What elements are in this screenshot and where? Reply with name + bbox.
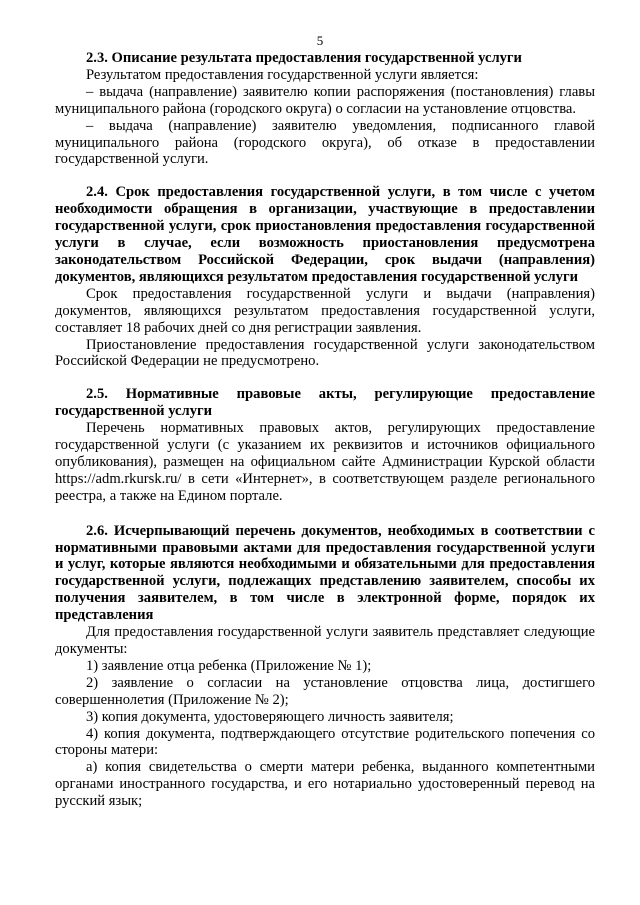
section-heading: 2.3. Описание результата предоставления государственной услуги	[86, 50, 522, 66]
paragraph: Перечень нормативных правовых актов, регулирующих предоставление государственной услуги (с указанием их реквизитов и источников официального опубликования), размещен на официальном сайте Администрации Курской области https://adm.rkursk.ru/ в сети «Интернет», в соответствующем разделе регионального реестра, а также на Едином портале.	[55, 420, 595, 504]
list-item: 2) заявление о согласии на установление отцовства лица, достигшего совершеннолетия (Приложение № 2);	[55, 674, 595, 708]
section-2-3	[55, 50, 595, 168]
paragraph: Для предоставления государственной услуги заявитель представляет следующие документы:	[55, 624, 595, 657]
section-2-5	[55, 386, 595, 504]
section-heading: 2.6. Исчерпывающий перечень документов, необходимых в соответствии с нормативными правовыми актами для предоставления государственной услуги и услуг, которые являются необходимыми и обязательными для предоставления государственной услуги, подлежащих представлению заявителем, способы их получения заявителем, в том числе в электронной форме, порядок их представления	[55, 522, 595, 624]
paragraph: Результатом предоставления государственной услуги является:	[86, 66, 479, 83]
paragraph: – выдача (направление) заявителю копии распоряжения (постановления) главы муниципального района (городского округа) о согласии на установление отцовства.	[55, 83, 595, 117]
section-heading: 2.5. Нормативные правовые акты, регулирующие предоставление государственной услуги	[55, 386, 595, 420]
page-number: 5	[316, 33, 324, 48]
list-item: 3) копия документа, удостоверяющего личность заявителя;	[86, 708, 454, 725]
section-2-6	[55, 523, 595, 810]
paragraph: Срок предоставления государственной услуги и выдачи (направления) документов, являющихся результатом предоставления государственной услуги, составляет 18 рабочих дней со дня регистрации заявления.	[55, 285, 595, 336]
paragraph: Приостановление предоставления государственной услуги законодательством Российской Федерации не предусмотрено.	[55, 336, 595, 370]
section-2-4	[55, 184, 595, 370]
list-item: 4) копия документа, подтверждающего отсутствие родительского попечения со стороны матери:	[55, 725, 595, 759]
paragraph: – выдача (направление) заявителю уведомления, подписанного главой муниципального района (городского округа), об отказе в предоставлении государственной услуги.	[55, 117, 595, 168]
page-content	[55, 50, 595, 810]
section-heading: 2.4. Срок предоставления государственной услуги, в том числе с учетом необходимости обращения в организации, участвующие в предоставлении государственной услуги, срок приостановления предоставления государственной услуги в случае, если возможность приостановления предусмотрена законодательством Российской Федерации, срок выдачи (направления) документов, являющихся результатом предоставления государственной услуги	[55, 184, 595, 285]
list-item: а) копия свидетельства о смерти матери ребенка, выданного компетентными органами иностранного государства, и его нотариально удостоверенный перевод на русский язык;	[55, 759, 595, 810]
list-item: 1) заявление отца ребенка (Приложение № 1);	[86, 657, 372, 674]
